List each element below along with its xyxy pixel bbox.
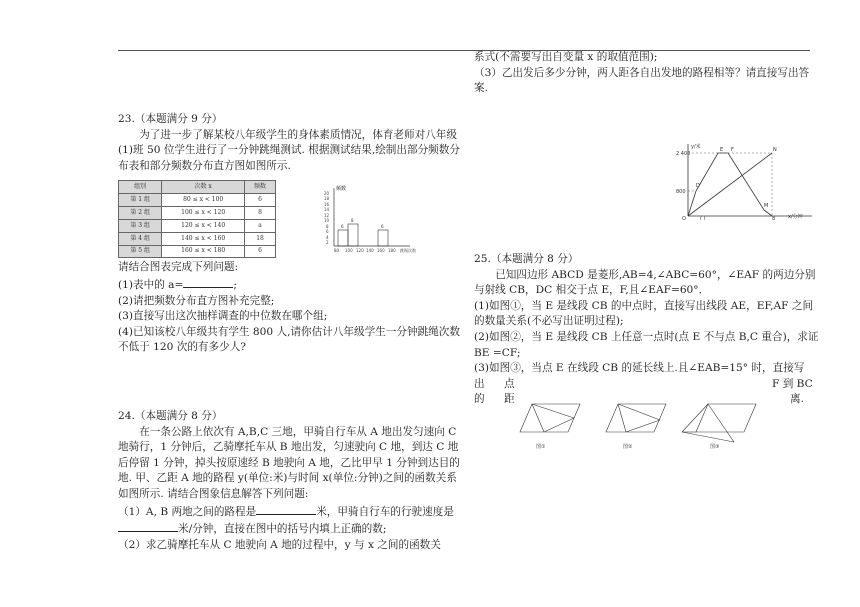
table-cell: 100 ≤ x < 120 xyxy=(162,207,245,220)
segment-af xyxy=(708,404,734,442)
graph-origin: O xyxy=(682,216,686,220)
table-cell: 6 xyxy=(245,245,276,258)
q25-part3-text: 点 xyxy=(504,377,515,390)
table-header-row xyxy=(119,181,276,194)
bar-label: 8 xyxy=(351,218,354,224)
q23-part4: (4)已知该校八年级共有学生 800 人,请你估计八年级学生一分钟跳绳次数不低于 120 次的有多少人? xyxy=(118,325,460,354)
segment-ef xyxy=(544,418,574,432)
histogram xyxy=(318,180,438,258)
figure-caption: 图② xyxy=(623,444,633,450)
graph-point-label: F xyxy=(731,147,734,153)
q23-part1-text: (1)表中的 a= xyxy=(118,278,184,291)
q25-intro: 已知四边形 ABCD 是菱形,AB=4,∠ABC=60°，∠EAF 的两边分别与射线 CB，DC 相交于点 E，F,且∠EAF=60°． xyxy=(474,268,816,297)
table-row xyxy=(119,219,276,232)
q25-part1: (1)如图①，当 E 是线段 CB 的中点时，直接写出线段 AE，EF,AF 之间的数量关系(不必写出证明过程); xyxy=(474,299,814,328)
graph-line-segment xyxy=(764,210,772,216)
q23-part2: (2)请把频数分布直方图补充完整; xyxy=(118,294,275,307)
figure-2 xyxy=(606,404,666,450)
q23-prompt: 请结合图表完成下列问题: xyxy=(118,261,239,274)
table-cell: 140 ≤ x < 160 xyxy=(162,232,245,245)
q24-part1 xyxy=(118,503,463,538)
q23-intro: 为了进一步了解某校八年级学生的身体素质情况，体育老师对八年级(1)班 50 位学生进行了一分钟跳绳测试. 根据测试结果,绘制出部分频数分布表和部分频数分布直方图如图所示. xyxy=(118,128,460,172)
x-tick: 140 xyxy=(366,248,374,254)
q24-title: 24.（本题满分 8 分） xyxy=(118,409,223,422)
q25-part3-text: 距 xyxy=(504,393,515,406)
q25-part3-text: 离. xyxy=(790,393,804,406)
table-header: 频数 xyxy=(245,181,276,194)
y-tick: 2 xyxy=(326,240,329,246)
segment-ef xyxy=(682,432,734,442)
y-tick: 6 xyxy=(326,229,329,235)
table-row xyxy=(119,232,276,245)
q25-block xyxy=(474,252,819,408)
rhombus xyxy=(520,404,580,432)
y-tick: 16 xyxy=(324,202,330,208)
graph-y-label: y/米 xyxy=(691,144,701,150)
table-row xyxy=(119,207,276,220)
graph-x-label: x/分钟 xyxy=(788,214,803,220)
table-cell: a xyxy=(245,219,276,232)
y-tick: 10 xyxy=(324,218,330,224)
figure-1 xyxy=(520,404,580,450)
q25-title: 25.（本题满分 8 分） xyxy=(474,253,579,265)
frequency-table xyxy=(118,180,276,258)
graph-point-label: D xyxy=(696,183,700,189)
graph-line-yi-start xyxy=(688,191,696,216)
q25-part3: (3)如图③，当点 E 在线段 CB 的延长线上.且∠EAB=15° 时，直接写 xyxy=(474,362,805,375)
y-tick: 4 xyxy=(326,235,329,241)
answer-blank[interactable] xyxy=(256,503,316,515)
q24-part1-mid: 米，甲骑自行车的行驶速度是 xyxy=(316,505,454,518)
histogram-bar xyxy=(338,230,348,246)
q25-part3-text: 出 xyxy=(474,377,485,390)
q24-part2: （2）求乙骑摩托车从 C 地驶向 A 地的过程中，y 与 x 之间的函数关 xyxy=(118,538,441,551)
table-cell: 第 4 组 xyxy=(119,232,162,245)
table-cell: 160 ≤ x < 180 xyxy=(162,245,245,258)
table-cell: 第 1 组 xyxy=(119,194,162,207)
table-cell: 80 ≤ x < 100 xyxy=(162,194,245,207)
y-tick: 8 xyxy=(326,224,329,230)
x-tick: 160 xyxy=(377,248,385,254)
q24-function-graph xyxy=(676,140,816,220)
x-tick: 100 xyxy=(345,248,353,254)
x-tick: 180 xyxy=(388,248,396,254)
bar-label: 6 xyxy=(381,224,384,230)
table-header: 组别 xyxy=(119,181,162,194)
y-tick: 14 xyxy=(324,207,330,213)
table-cell: 第 2 组 xyxy=(119,207,162,220)
figure-caption: 图① xyxy=(536,444,546,450)
figure-caption: 图③ xyxy=(710,444,720,450)
histogram-bar xyxy=(378,230,388,246)
graph-line-jia xyxy=(688,153,772,216)
q25-part3-text: 的 xyxy=(474,393,485,406)
x-tick: 120 xyxy=(356,248,364,254)
q24-part2-cont: 系式(不需要写出自变量 x 的取值范围); xyxy=(474,51,658,63)
table-cell: 6 xyxy=(245,194,276,207)
q23-title: 23.（本题满分 9 分） xyxy=(118,113,223,125)
rhombus xyxy=(606,404,666,432)
rhombus xyxy=(696,404,756,432)
y-tick: 20 xyxy=(324,191,330,197)
table-cell: 120 ≤ x < 140 xyxy=(162,219,245,232)
x-tick: 80 xyxy=(334,248,340,254)
left-column xyxy=(118,112,463,553)
q24-part1-end: 米/分钟，直接在图中的括号内填上正确的数; xyxy=(178,523,387,536)
table-cell: 第 3 组 xyxy=(119,219,162,232)
segment-af xyxy=(532,404,574,418)
graph-x-tick: 8 xyxy=(772,216,776,220)
histogram-ylabel: 频数 xyxy=(336,186,347,193)
q23-figures xyxy=(118,180,463,258)
segment-af xyxy=(618,404,660,420)
segment-ae xyxy=(618,404,626,432)
y-tick: 18 xyxy=(324,196,330,202)
graph-point-label: N xyxy=(773,147,777,153)
q24-part3: （3）乙出发后多少分钟，两人距各自出发地的路程相等？请直接写出答案. xyxy=(474,66,810,95)
graph-line-yi xyxy=(696,153,764,210)
answer-blank[interactable] xyxy=(183,276,233,288)
graph-point-label: E xyxy=(720,147,724,153)
bar-label: 6 xyxy=(341,224,344,230)
table-header: 次数 x xyxy=(162,181,245,194)
table-row xyxy=(119,245,276,258)
q23-part1 xyxy=(118,276,463,294)
q24-intro: 在一条公路上依次有 A,B,C 三地，甲骑自行车从 A 地出发匀速向 C 地骑行，1 分钟后，乙骑摩托车从 B 地出发，匀速驶向 C 地，到达 C 地后停留 1 分钟，掉头按原速经 B 地驶向 A 地，乙比甲早 1 分钟到达目的地. 甲、乙距 A 地的路程 y(单位:米)与时间 x(单位:分钟)之间的函数关系如图所示. 请结合图象信息解答下列问题: xyxy=(118,425,460,500)
q23-part3: (3)直接写出这次抽样调查的中位数在哪个组; xyxy=(118,310,328,323)
right-column xyxy=(474,50,819,97)
graph-point-label: M xyxy=(764,203,769,209)
table-row xyxy=(119,194,276,207)
q25-figures xyxy=(510,398,765,452)
segment-ae xyxy=(682,404,708,432)
q23-part1-end: ; xyxy=(233,278,237,291)
segment-ae xyxy=(532,404,544,432)
figure-3 xyxy=(682,404,756,450)
graph-y-tick: 800 xyxy=(676,189,686,195)
histogram-xlabel: 跳绳次数 xyxy=(400,248,416,254)
table-cell: 第 5 组 xyxy=(119,245,162,258)
histogram-bar xyxy=(348,224,358,246)
answer-blank[interactable] xyxy=(118,520,178,532)
table-cell: 18 xyxy=(245,232,276,245)
graph-paren: ( ) xyxy=(700,216,706,220)
q25-part3-text: F 到 BC xyxy=(772,377,813,390)
q24-part1-text: （1）A, B 两地之间的路程是 xyxy=(118,505,257,518)
graph-y-tick: 2 400 xyxy=(676,151,691,157)
table-cell: 8 xyxy=(245,207,276,220)
q25-part2: (2)如图②，当 E 是线段 CB 上任意一点时(点 E 不与点 B,C 重合)，求证 BE =CF; xyxy=(474,330,819,359)
y-tick: 12 xyxy=(324,213,330,219)
q25-part3-line2 xyxy=(474,377,819,393)
